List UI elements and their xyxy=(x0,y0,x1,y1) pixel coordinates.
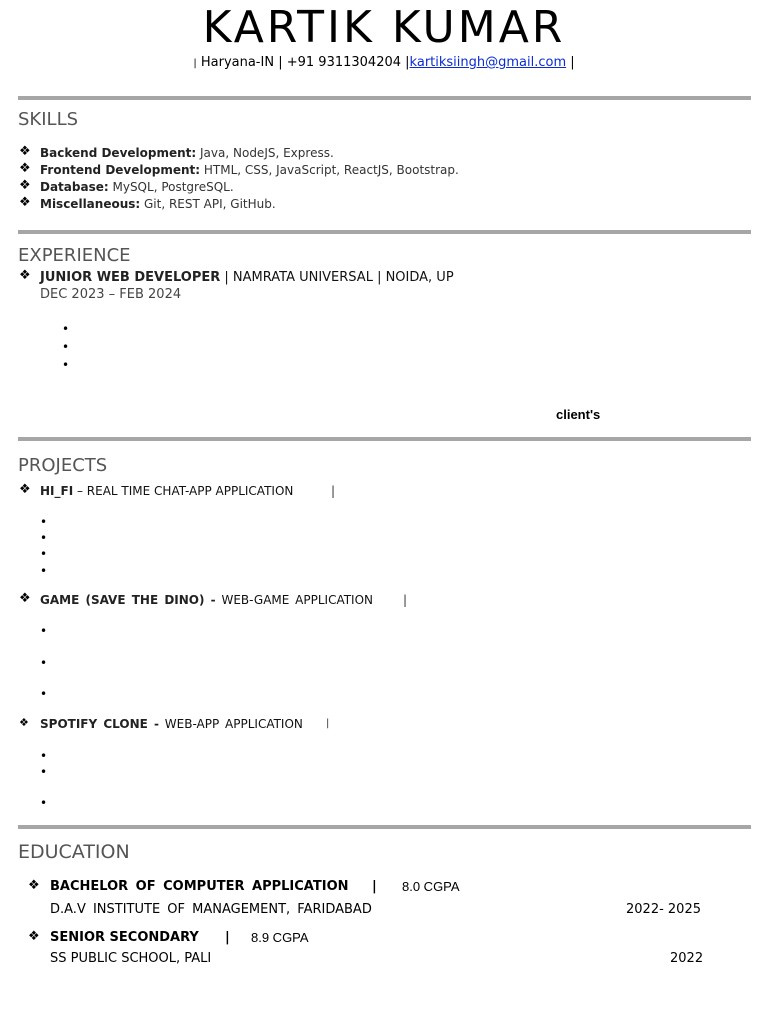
skill-label: Backend Development: xyxy=(40,146,197,160)
phone: +91 9311304204 xyxy=(286,55,402,70)
diamond-bullet-icon: ❖ xyxy=(28,929,40,944)
dot-bullet-icon: • xyxy=(62,322,70,336)
project-desc: – REAL TIME CHAT-APP APPLICATION xyxy=(73,484,294,498)
contact-separator: | xyxy=(193,58,197,69)
diamond-bullet-icon: ❖ xyxy=(19,178,31,193)
project-separator: | xyxy=(326,718,330,729)
dot-bullet-icon: • xyxy=(40,687,48,701)
skill-value: MySQL, PostgreSQL. xyxy=(108,180,234,194)
section-title-projects: PROJECTS xyxy=(18,455,108,476)
dot-bullet-icon: • xyxy=(40,547,48,561)
experience-heading xyxy=(40,270,454,285)
contact-separator: | xyxy=(278,55,283,70)
diamond-bullet-icon: ❖ xyxy=(19,716,29,729)
skill-value: HTML, CSS, JavaScript, ReactJS, Bootstrap. xyxy=(200,163,459,177)
dot-bullet-icon: • xyxy=(40,656,48,670)
degree-grade: 8.9 CGPA xyxy=(251,930,309,945)
contact-separator: | xyxy=(570,55,575,70)
degree-title: SENIOR SECONDARY xyxy=(50,930,199,945)
skill-label: Miscellaneous: xyxy=(40,197,141,211)
project-name: GAME (SAVE THE DINO) - xyxy=(40,593,216,607)
dot-bullet-icon: • xyxy=(40,564,48,578)
project-heading xyxy=(40,484,293,498)
job-company: | NAMRATA UNIVERSAL | NOIDA, UP xyxy=(220,270,454,285)
project-name: HI_FI xyxy=(40,484,74,498)
dot-bullet-icon: • xyxy=(40,515,48,529)
education-separator: | xyxy=(225,930,230,945)
resume-name: KARTIK KUMAR xyxy=(202,2,566,53)
project-heading xyxy=(40,717,303,731)
diamond-bullet-icon: ❖ xyxy=(19,195,31,210)
project-separator: | xyxy=(331,484,336,498)
skill-value: Java, NodeJS, Express. xyxy=(196,146,334,160)
dot-bullet-icon: • xyxy=(40,749,48,763)
diamond-bullet-icon: ❖ xyxy=(19,161,31,176)
project-separator: | xyxy=(403,593,408,607)
education-years: 2022 xyxy=(670,951,704,966)
dot-bullet-icon: • xyxy=(62,358,70,372)
skill-item xyxy=(40,163,459,177)
skill-item xyxy=(40,180,234,194)
contact-line xyxy=(0,55,768,70)
education-separator: | xyxy=(372,879,377,894)
education-years: 2022- 2025 xyxy=(626,902,701,917)
job-role: JUNIOR WEB DEVELOPER xyxy=(40,270,221,285)
section-divider xyxy=(18,825,751,829)
degree-grade: 8.0 CGPA xyxy=(402,879,460,894)
section-divider xyxy=(18,96,751,100)
section-title-skills: SKILLS xyxy=(18,109,79,130)
diamond-bullet-icon: ❖ xyxy=(19,482,31,497)
location: Haryana-IN xyxy=(200,55,275,70)
experience-note: client's xyxy=(556,407,601,422)
skill-item xyxy=(40,146,334,160)
email-link[interactable]: kartiksiingh@gmail.com xyxy=(409,55,567,70)
skill-label: Frontend Development: xyxy=(40,163,201,177)
skill-value: Git, REST API, GitHub. xyxy=(140,197,276,211)
dot-bullet-icon: • xyxy=(40,796,48,810)
skill-label: Database: xyxy=(40,180,109,194)
skill-item xyxy=(40,197,276,211)
job-dates: DEC 2023 – FEB 2024 xyxy=(40,287,182,302)
dot-bullet-icon: • xyxy=(40,531,48,545)
diamond-bullet-icon: ❖ xyxy=(28,878,40,893)
contact-separator: | xyxy=(405,55,410,70)
degree-title: BACHELOR OF COMPUTER APPLICATION xyxy=(50,879,349,894)
project-desc: WEB-APP APPLICATION xyxy=(158,717,303,731)
diamond-bullet-icon: ❖ xyxy=(19,591,31,606)
dot-bullet-icon: • xyxy=(40,624,48,638)
project-name: SPOTIFY CLONE - xyxy=(40,717,159,731)
diamond-bullet-icon: ❖ xyxy=(19,268,31,283)
section-title-education: EDUCATION xyxy=(18,841,130,863)
section-divider xyxy=(18,230,751,234)
project-desc: WEB-GAME APPLICATION xyxy=(215,593,374,607)
diamond-bullet-icon: ❖ xyxy=(19,144,31,159)
section-divider xyxy=(18,437,751,441)
institute-name: SS PUBLIC SCHOOL, PALI xyxy=(50,951,212,966)
institute-name: D.A.V INSTITUTE OF MANAGEMENT, FARIDABAD xyxy=(50,902,372,917)
project-heading xyxy=(40,593,373,607)
dot-bullet-icon: • xyxy=(62,340,70,354)
section-title-experience: EXPERIENCE xyxy=(18,245,131,266)
dot-bullet-icon: • xyxy=(40,765,48,779)
